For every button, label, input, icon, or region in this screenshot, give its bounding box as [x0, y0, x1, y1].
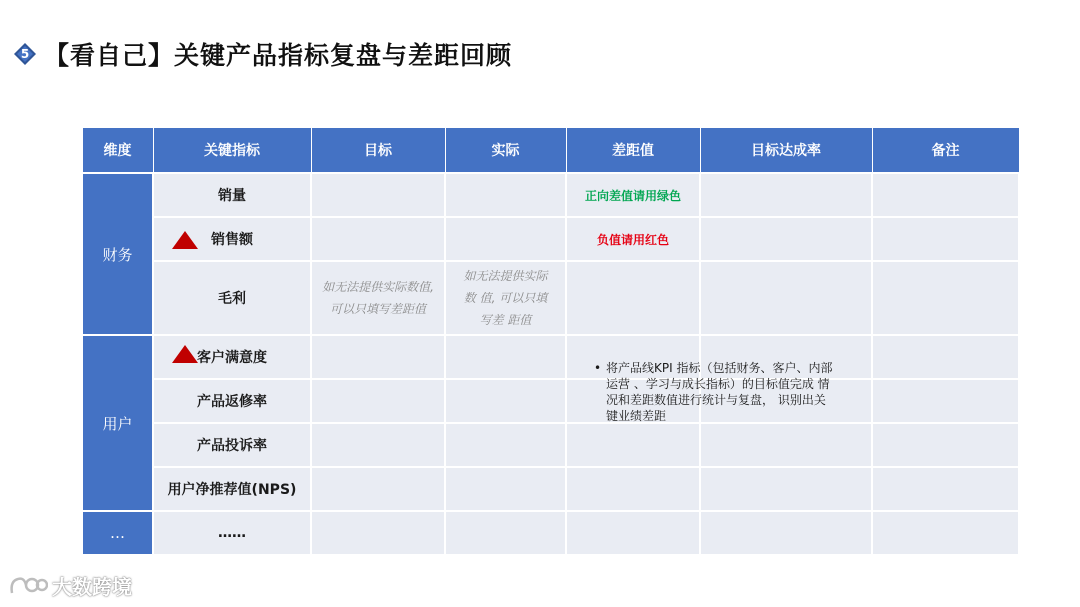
- dimension-user: 用户: [82, 335, 153, 511]
- cell[interactable]: [445, 261, 566, 335]
- metric-more: ……: [153, 511, 311, 555]
- cell[interactable]: [445, 335, 566, 379]
- metric-sales-amount-cell: [153, 217, 311, 261]
- metric-repair-rate: 产品返修率: [153, 379, 311, 423]
- cell[interactable]: [700, 511, 872, 555]
- actual-note: [446, 265, 565, 331]
- cell[interactable]: [445, 379, 566, 423]
- watermark: [8, 571, 132, 600]
- cell[interactable]: [566, 261, 700, 335]
- header-actual: 实际: [445, 128, 566, 174]
- warning-triangle-icon: [172, 231, 198, 249]
- table-row: [82, 217, 1019, 261]
- target-note: [312, 276, 444, 320]
- cell[interactable]: [700, 261, 872, 335]
- cell[interactable]: [311, 467, 445, 511]
- positive-gap-note: 正向差值请用绿色: [584, 188, 681, 203]
- cell[interactable]: [700, 173, 872, 217]
- target-note-line: 可以只填写差距值: [329, 302, 426, 316]
- logo-icon: [8, 573, 48, 599]
- bullet-text: 将产品线KPI 指标（包括财务、客户、内部运营 、学习与成长指标）的目标值完成 情况和差距数值进行统计与复盘， 识别出关键业绩差距: [606, 361, 833, 423]
- header-achievement: 目标达成率: [700, 128, 872, 174]
- cell[interactable]: [311, 261, 445, 335]
- target-note-line: 如无法提供实际数值,: [322, 280, 434, 294]
- table-row: [82, 511, 1019, 555]
- badge-number: 5: [20, 47, 30, 61]
- table-row: [82, 173, 1019, 217]
- actual-note-line: 如无法提供实际: [463, 269, 548, 283]
- actual-note-line: 写差 距值: [479, 313, 532, 327]
- table-header-row: [82, 128, 1019, 174]
- negative-gap-note: 负值请用红色: [596, 232, 669, 247]
- warning-triangle-icon: [172, 345, 198, 363]
- cell[interactable]: [311, 511, 445, 555]
- cell[interactable]: [566, 467, 700, 511]
- cell[interactable]: [311, 173, 445, 217]
- header-remarks: 备注: [872, 128, 1019, 174]
- cell[interactable]: [311, 335, 445, 379]
- metric-satisfaction-cell: [153, 335, 311, 379]
- title-bar: [14, 36, 512, 72]
- header-metric: 关键指标: [153, 128, 311, 174]
- metric-complaint-rate: 产品投诉率: [153, 423, 311, 467]
- bullet-dot: •: [594, 361, 602, 375]
- table-row: [82, 261, 1019, 335]
- cell[interactable]: [311, 379, 445, 423]
- table-row: [82, 379, 1019, 423]
- table-row: [82, 467, 1019, 511]
- metric-sales-amount: 销售额: [211, 232, 253, 248]
- metric-gross-profit: 毛利: [153, 261, 311, 335]
- cell[interactable]: [872, 261, 1019, 335]
- cell[interactable]: [445, 511, 566, 555]
- cell[interactable]: [872, 217, 1019, 261]
- cell[interactable]: [566, 217, 700, 261]
- dimension-finance: 财务: [82, 173, 153, 335]
- cell[interactable]: [872, 335, 1019, 379]
- cell[interactable]: [445, 173, 566, 217]
- cell[interactable]: [445, 423, 566, 467]
- section-badge: [14, 43, 36, 65]
- cell[interactable]: [700, 423, 872, 467]
- cell[interactable]: [872, 423, 1019, 467]
- kpi-table: [81, 127, 1020, 556]
- header-dimension: 维度: [82, 128, 153, 174]
- cell[interactable]: [311, 423, 445, 467]
- header-gap: 差距值: [566, 128, 700, 174]
- cell[interactable]: [445, 217, 566, 261]
- cell[interactable]: [566, 423, 700, 467]
- table-row: [82, 335, 1019, 379]
- cell[interactable]: [872, 379, 1019, 423]
- dimension-other: …: [82, 511, 153, 555]
- cell[interactable]: [700, 467, 872, 511]
- actual-note-line: 数 值, 可以只填: [463, 291, 548, 305]
- metric-satisfaction: 客户满意度: [197, 350, 267, 366]
- table-row: [82, 423, 1019, 467]
- cell[interactable]: [872, 467, 1019, 511]
- cell[interactable]: [872, 511, 1019, 555]
- cell[interactable]: [700, 217, 872, 261]
- cell[interactable]: [445, 467, 566, 511]
- cell[interactable]: [311, 217, 445, 261]
- metric-sales-volume: 销量: [153, 173, 311, 217]
- cell[interactable]: [566, 173, 700, 217]
- header-target: 目标: [311, 128, 445, 174]
- cell[interactable]: [872, 173, 1019, 217]
- watermark-text: 大数跨境: [52, 575, 132, 599]
- metric-nps: 用户净推荐值(NPS): [153, 467, 311, 511]
- cell[interactable]: [566, 511, 700, 555]
- bullet-note: [594, 360, 836, 424]
- page-title: 【看自己】关键产品指标复盘与差距回顾: [44, 41, 513, 70]
